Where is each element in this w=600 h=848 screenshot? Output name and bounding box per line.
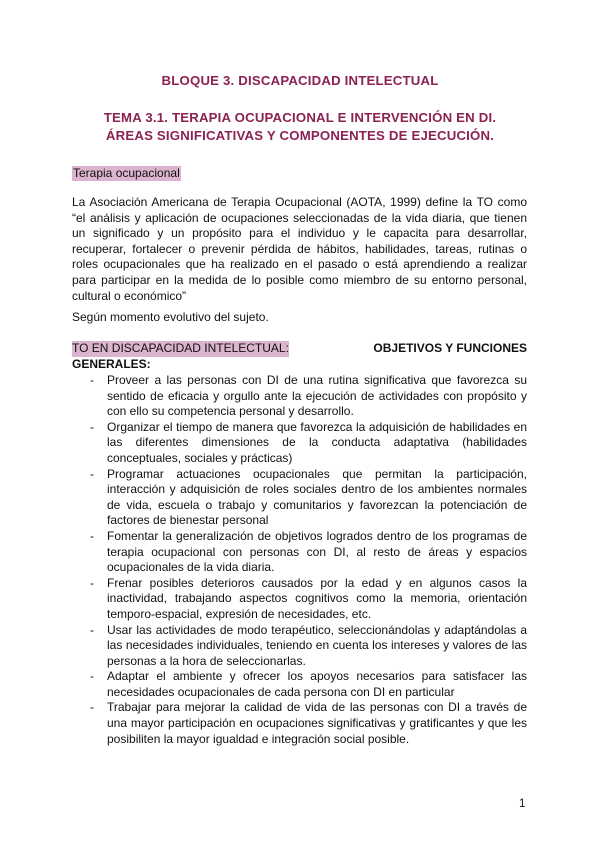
intro-paragraph-text: La Asociación Americana de Terapia Ocupacional (AOTA, 1999) define la TO como “el análisis y aplicación de ocupaciones seleccionadas de la vida diaria, que tienen un significado y un propósito para el individuo y le capacita para desarrollar, recuperar, fortalecer o prevenir pérdida de hábitos, habilidades, tareas, rutinas o roles ocupacionales que ha realizado en el pasado o está aprendiendo a realizar para participar en la medida de lo posible como miembro de su entorno personal, cultural o económico” bbox=[72, 195, 527, 303]
bloque-title: BLOQUE 3. DISCAPACIDAD INTELECTUAL bbox=[161, 73, 439, 88]
tema-title-line1: TEMA 3.1. TERAPIA OCUPACIONAL E INTERVENCIÓN EN DI. bbox=[103, 110, 497, 125]
bullet-dash: - bbox=[90, 622, 94, 637]
list-item-text: Usar las actividades de modo terapéutico, seleccionándolas y adaptándolas a las necesidades individuales, teniendo en cuenta los intereses y valores de las personas a la hora de seleccionarlas. bbox=[107, 622, 527, 668]
objectives-heading-bold-line2: GENERALES: bbox=[72, 356, 151, 371]
section-label-terapia-ocupacional: Terapia ocupacional bbox=[73, 166, 180, 180]
list-item bbox=[72, 623, 527, 670]
tema-title-line2: ÁREAS SIGNIFICATIVAS Y COMPONENTES DE EJECUCIÓN. bbox=[105, 128, 495, 143]
list-item-text: Organizar el tiempo de manera que favorezca la adquisición de habilidades en las diferentes dimensiones de la conducta adaptativa (habilidades conceptuales, sociales y prácticas) bbox=[107, 419, 527, 465]
bullet-dash: - bbox=[90, 669, 94, 684]
bullet-dash: - bbox=[90, 373, 94, 387]
list-item bbox=[72, 700, 527, 747]
bullet-dash: - bbox=[90, 528, 94, 543]
list-item-text: Adaptar el ambiente y ofrecer los apoyos necesarios para satisfacer las necesidades ocupacionales de cada persona con DI en particular bbox=[107, 669, 527, 699]
list-item bbox=[72, 467, 527, 529]
list-item bbox=[72, 529, 527, 576]
objectives-heading-bold: OBJETIVOS Y FUNCIONES bbox=[373, 341, 527, 355]
momento-line: Según momento evolutivo del sujeto. bbox=[72, 310, 269, 324]
objectives-heading-highlight: TO EN DISCAPACIDAD INTELECTUAL: bbox=[72, 341, 289, 355]
list-item bbox=[72, 669, 527, 700]
intro-paragraph bbox=[72, 195, 527, 304]
list-item-text: Trabajar para mejorar la calidad de vida de las personas con DI a través de una mayor participación en ocupaciones significativas y gratificantes y que les posibiliten la mayor igualdad e integración social posible. bbox=[107, 700, 527, 746]
list-item-text: Proveer a las personas con DI de una rutina significativa que favorezca su sentido de eficacia y orgullo ante la ejecución de actividades con propósito y con ello su competencia personal y desarrollo. bbox=[107, 373, 527, 419]
objectives-heading bbox=[72, 341, 527, 372]
list-item-text: Programar actuaciones ocupacionales que permitan la participación, interacción y adquisición de roles sociales dentro de los ambientes normales de vida, escuela o trabajo y comunitarios y favorezcan la potenciación de factores de bienestar personal bbox=[107, 466, 527, 528]
objectives-list bbox=[72, 373, 527, 747]
bullet-dash: - bbox=[90, 466, 94, 481]
list-item-text: Fomentar la generalización de objetivos logrados dentro de los programas de terapia ocupacional con personas con DI, al resto de áreas y espacios ocupacionales de la vida diaria. bbox=[107, 528, 527, 575]
list-item bbox=[72, 373, 527, 420]
bullet-dash: - bbox=[90, 419, 94, 434]
list-item-text: Frenar posibles deterioros causados por la edad y en algunos casos la inactividad, trabajando aspectos cognitivos como la memoria, orientación temporo-espacial, expresión de necesidades, etc. bbox=[107, 575, 527, 621]
list-item bbox=[72, 576, 527, 623]
bullet-dash: - bbox=[90, 700, 94, 715]
bullet-dash: - bbox=[90, 575, 94, 590]
list-item bbox=[72, 420, 527, 467]
page-number: 1 bbox=[519, 798, 526, 810]
